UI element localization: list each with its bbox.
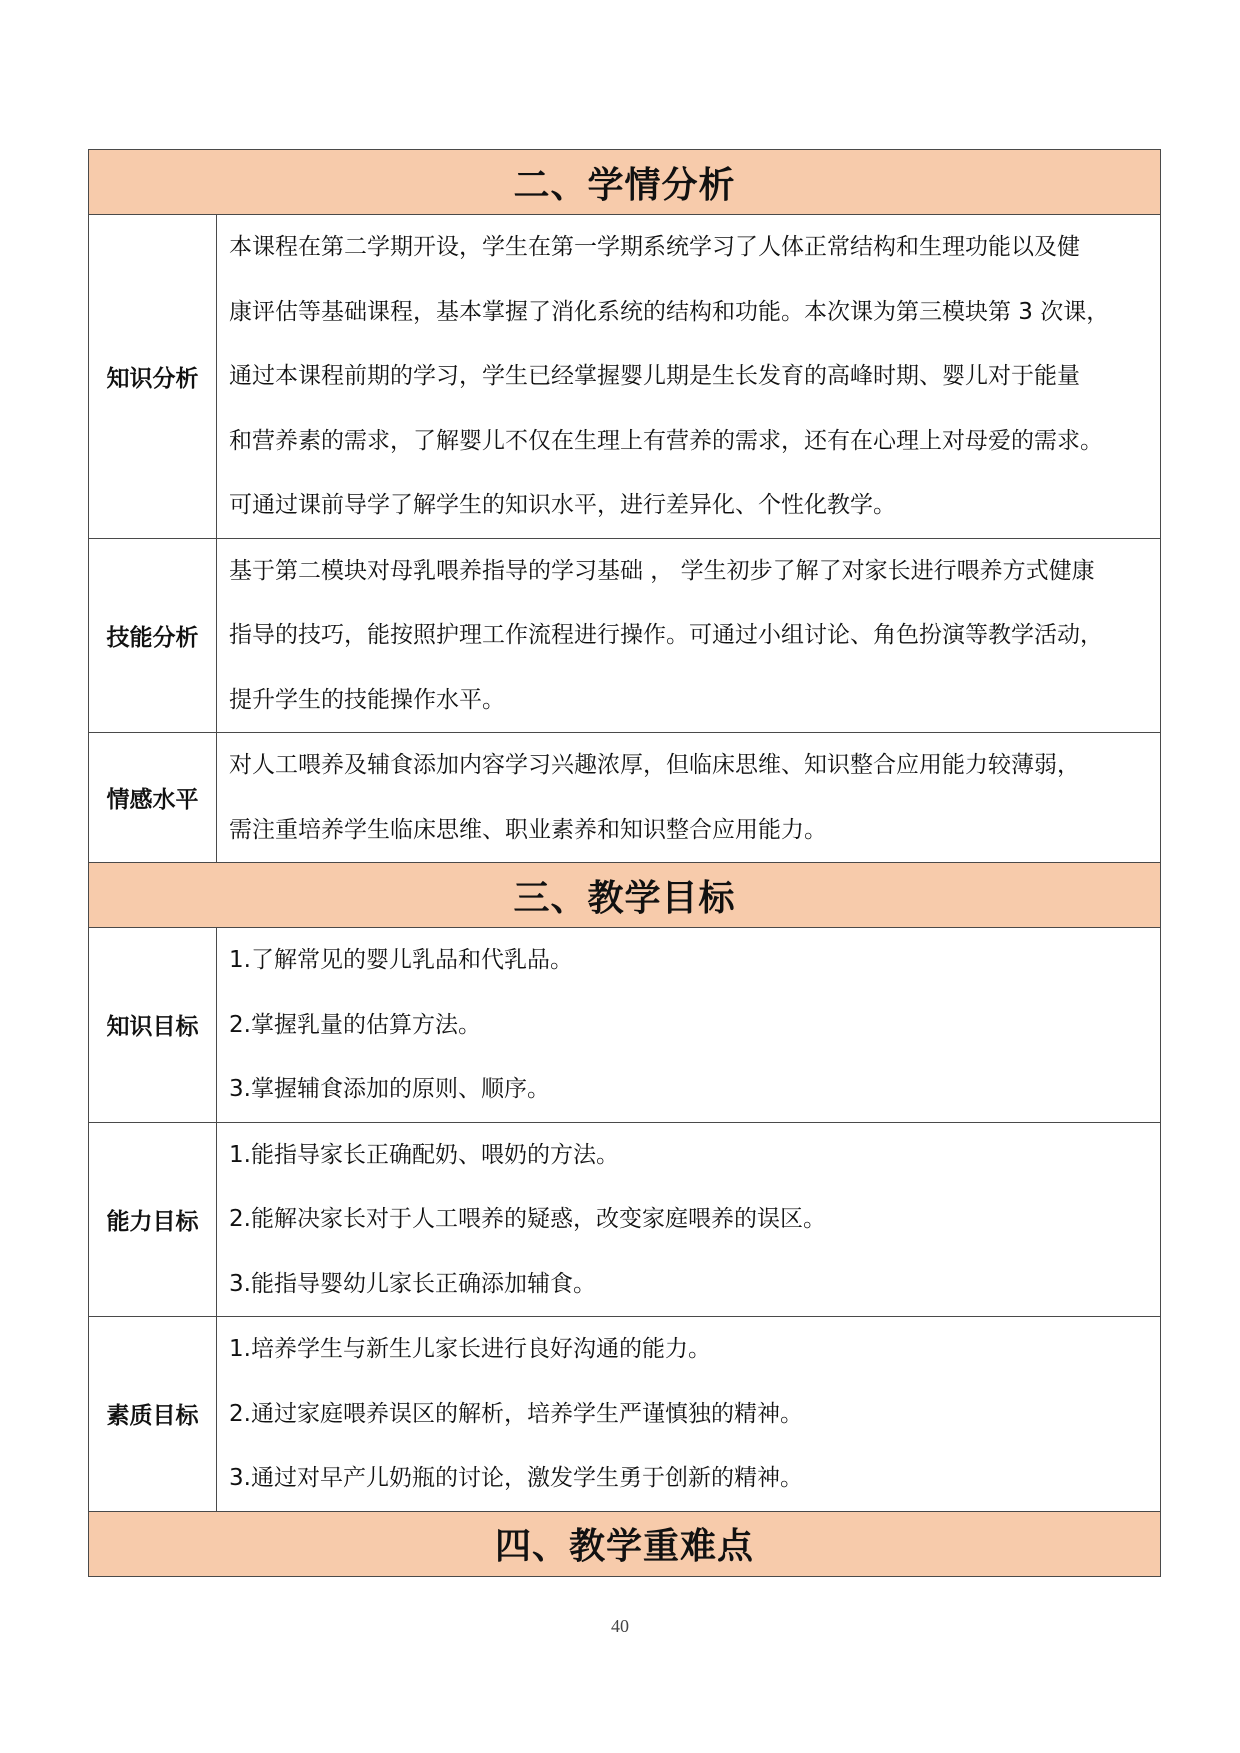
lesson-plan-table bbox=[88, 149, 1161, 1577]
row-content bbox=[217, 1122, 1161, 1317]
page-number: 40 bbox=[611, 1616, 629, 1636]
row-label: 情感水平 bbox=[89, 733, 217, 863]
row-label: 能力目标 bbox=[89, 1122, 217, 1317]
table-row-emotion-level bbox=[89, 733, 1161, 863]
section-header-analysis bbox=[89, 150, 1161, 215]
table-row-quality-objective bbox=[89, 1317, 1161, 1512]
row-label: 素质目标 bbox=[89, 1317, 217, 1512]
content-line: 1.了解常见的婴儿乳品和代乳品。 bbox=[229, 947, 573, 973]
row-content bbox=[217, 928, 1161, 1123]
table-row-ability-objective bbox=[89, 1122, 1161, 1317]
content-line: 2.通过家庭喂养误区的解析，培养学生严谨慎独的精神。 bbox=[229, 1400, 803, 1427]
row-content bbox=[217, 733, 1161, 863]
content-line: 提升学生的技能操作水平。 bbox=[229, 686, 505, 713]
row-label: 知识分析 bbox=[89, 215, 217, 539]
section-title: 四、教学重难点 bbox=[89, 1511, 1161, 1576]
row-label: 技能分析 bbox=[89, 538, 217, 733]
content-line: 1.培养学生与新生儿家长进行良好沟通的能力。 bbox=[229, 1336, 711, 1362]
table-row-skill-analysis bbox=[89, 538, 1161, 733]
content-line: 3.能指导婴幼儿家长正确添加辅食。 bbox=[229, 1270, 596, 1297]
row-label: 知识目标 bbox=[89, 928, 217, 1123]
content-line: 可通过课前导学了解学生的知识水平，进行差异化、个性化教学。 bbox=[229, 492, 896, 518]
content-line: 对人工喂养及辅食添加内容学习兴趣浓厚，但临床思维、知识整合应用能力较薄弱， bbox=[229, 752, 1080, 778]
content-line: 3.通过对早产儿奶瓶的讨论，激发学生勇于创新的精神。 bbox=[229, 1465, 803, 1491]
section-title: 二、学情分析 bbox=[89, 150, 1161, 215]
content-line: 指导的技巧，能按照护理工作流程进行操作。可通过小组讨论、角色扮演等教学活动， bbox=[229, 622, 1103, 648]
row-content bbox=[217, 215, 1161, 539]
table-row-knowledge-objective bbox=[89, 928, 1161, 1123]
content-line: 本课程在第二学期开设，学生在第一学期系统学习了人体正常结构和生理功能以及健 bbox=[229, 234, 1080, 260]
section-header-objectives bbox=[89, 863, 1161, 928]
content-line: 康评估等基础课程，基本掌握了消化系统的结构和功能。本次课为第三模块第 3 次课， bbox=[229, 298, 1110, 325]
table-row-knowledge-analysis bbox=[89, 215, 1161, 539]
content-line: 2.掌握乳量的估算方法。 bbox=[229, 1011, 481, 1038]
content-line: 1.能指导家长正确配奶、喂奶的方法。 bbox=[229, 1141, 619, 1168]
content-line: 和营养素的需求，了解婴儿不仅在生理上有营养的需求，还有在心理上对母爱的需求。 bbox=[229, 427, 1103, 454]
row-content bbox=[217, 1317, 1161, 1512]
section-header-key-points bbox=[89, 1511, 1161, 1576]
row-content bbox=[217, 538, 1161, 733]
content-line: 基于第二模块对母乳喂养指导的学习基础 ， 学生初步了解了对家长进行喂养方式健康 bbox=[229, 557, 1095, 584]
content-line: 需注重培养学生临床思维、职业素养和知识整合应用能力。 bbox=[229, 816, 827, 843]
content-line: 通过本课程前期的学习，学生已经掌握婴儿期是生长发育的高峰时期、婴儿对于能量 bbox=[229, 363, 1080, 389]
content-line: 3.掌握辅食添加的原则、顺序。 bbox=[229, 1076, 550, 1102]
section-title: 三、教学目标 bbox=[89, 863, 1161, 928]
content-line: 2.能解决家长对于人工喂养的疑惑，改变家庭喂养的误区。 bbox=[229, 1206, 826, 1232]
